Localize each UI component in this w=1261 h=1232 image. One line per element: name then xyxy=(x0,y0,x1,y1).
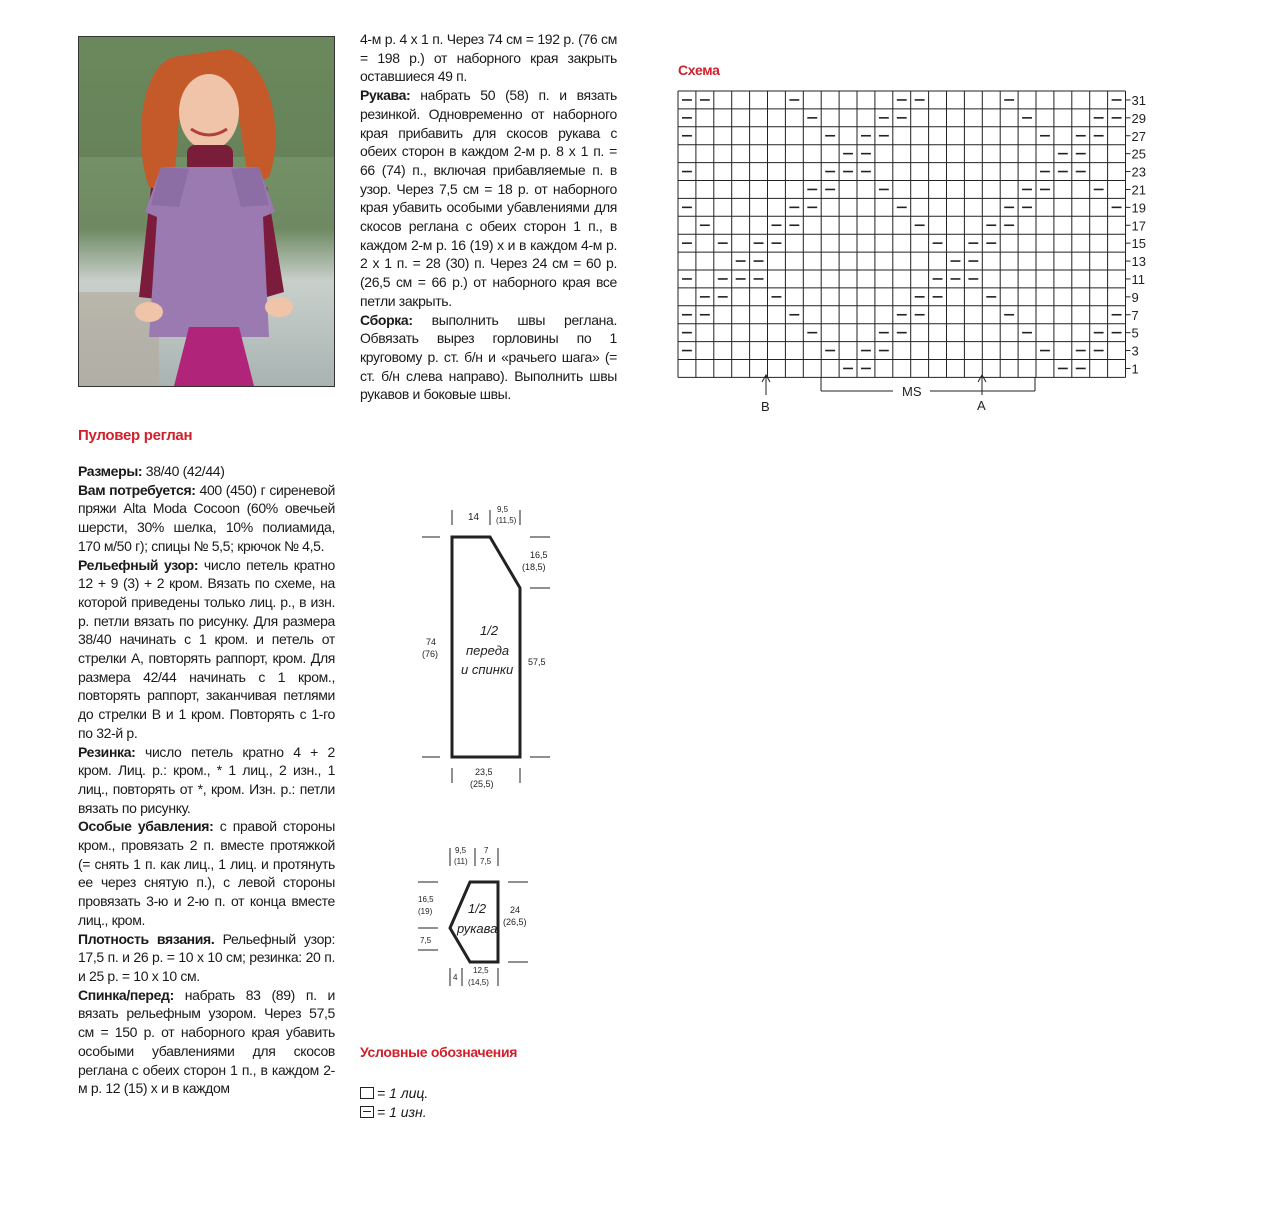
sleeve-left-top-alt: (19) xyxy=(418,907,433,916)
body-bottom: 23,5 xyxy=(475,767,493,777)
knitting-chart xyxy=(670,85,1160,420)
legend-title: Условные обозначения xyxy=(360,1044,518,1060)
sleeve-left-top: 16,5 xyxy=(418,895,434,904)
row-number: 13 xyxy=(1131,254,1146,270)
body-top-b-alt: (11,5) xyxy=(496,516,517,525)
ms-label: MS xyxy=(902,384,922,399)
sleeve-top-b-alt: 7,5 xyxy=(480,857,492,866)
chart-grid xyxy=(678,91,1126,377)
chart-annotations xyxy=(762,375,1035,395)
model-illustration xyxy=(79,37,334,386)
param-back-front-cont: 4-м р. 4 х 1 п. Через 74 см = 192 р. (76 см = 198 р.) от наборного края закрыть оставшиеся 49 п. xyxy=(360,31,617,85)
purl-square-icon xyxy=(360,1106,374,1118)
row-number: 11 xyxy=(1131,271,1145,287)
schema-title: Схема xyxy=(678,62,720,78)
body-right-top-alt: (18,5) xyxy=(522,562,546,572)
sleeve-right-alt: (26,5) xyxy=(503,917,527,927)
row-number: 7 xyxy=(1131,307,1139,323)
arrow-b-label: B xyxy=(761,399,770,414)
row-number: 3 xyxy=(1131,343,1139,359)
sleeve-label-line2: рукава xyxy=(457,921,498,936)
sleeve-schematic xyxy=(410,840,550,995)
sleeve-right: 24 xyxy=(510,905,521,915)
param-materials: Вам потребуется: 400 (450) г сиреневой пряжи Alta Moda Cocoon (60% овечьей шерсти, 30% шелка, 10% полиамида, 170 м/50 г); спицы № 5,5; крючок № 4,5. xyxy=(78,481,335,554)
body-schematic xyxy=(410,500,570,800)
row-number: 27 xyxy=(1131,128,1146,144)
param-gauge: Плотность вязания. Рельефный узор: 17,5 п. и 26 р. = 10 х 10 см; резинка: 20 п. и 25 р. = 10 х 10 см. xyxy=(78,930,335,984)
instructions-column-1 xyxy=(78,462,335,1098)
body-label-line2: переда xyxy=(466,643,510,658)
chart-row-numbers xyxy=(1126,93,1146,377)
row-number: 5 xyxy=(1131,325,1139,341)
pattern-title: Пуловер реглан xyxy=(78,427,193,444)
sleeve-top-a-alt: (11) xyxy=(454,857,468,866)
sleeve-top-a: 9,5 xyxy=(455,846,467,855)
row-number: 31 xyxy=(1131,92,1146,108)
row-number: 23 xyxy=(1131,164,1146,180)
row-number: 25 xyxy=(1131,146,1146,162)
legend xyxy=(360,1083,428,1121)
param-decreases: Особые убавления: с правой стороны кром., провязать 2 п. вместе протяжкой (= снять 1 п. как лиц., 1 лиц. и протянуть ее через снятую п.), с левой стороны провязать 3-ю и 2-ю п. от конца вместе лиц., кром. xyxy=(78,818,335,928)
param-sizes: Размеры: 38/40 (42/44) xyxy=(78,463,225,479)
legend-item-purl: = 1 изн. xyxy=(360,1102,428,1121)
row-number: 15 xyxy=(1131,236,1146,252)
sleeve-label-fraction: 1/2 xyxy=(468,901,487,916)
param-back-front: Спинка/перед: набрать 83 (89) п. и вязать рельефным узором. Через 57,5 см = 150 р. от наборного края убавить особыми убавлениями для скосов реглана с обеих сторон 1 п., в каждом 2-м р. 12 (15) х и в каждом xyxy=(78,986,335,1097)
row-number: 17 xyxy=(1131,218,1146,234)
model-photo xyxy=(78,36,335,387)
body-label-fraction: 1/2 xyxy=(480,623,499,638)
row-number: 29 xyxy=(1131,110,1146,126)
sleeve-left-bottom: 7,5 xyxy=(420,936,432,945)
param-sleeves: Рукава: набрать 50 (58) п. и вязать резинкой. Одновременно от наборного края прибавить для скосов рукава с обеих сторон в каждом 2-м р. 8 х 1 п. = 66 (74) п., включая прибавляемые п. в узор. Через 7,5 см = 18 р. от наборного края убавить особыми убавлениями для скосов реглана с обеих сторон 1 п., в каждом 2-м р. 16 (19) х и в каждом 4-м р. 2 х 1 п. = 28 (30) п. Через 24 см = 60 р. (26,5 см = 66 р.) от наборного края все петли закрыть. xyxy=(360,87,617,309)
body-top-b: 9,5 xyxy=(497,505,509,514)
param-relief-pattern: Рельефный узор: число петель кратно 12 + 9 (3) + 2 кром. Вязать по схеме, на которой приведены только лиц. р., в изн. р. петли вязать по рисунку. Для размера 38/40 начинать с 1 кром. и петель от стрелки А, повторять раппорт, кром. Для размера 42/44 начинать с 1 кром., повторять раппорт, заканчивая петлями до стрелки В и 1 кром. Повторять с 1-го по 32-й р. xyxy=(78,556,335,741)
row-number: 19 xyxy=(1131,200,1146,216)
arrow-a-label: A xyxy=(977,398,986,413)
sleeve-bottom-b-alt: (14,5) xyxy=(468,978,489,987)
param-assembly: Сборка: выполнить швы реглана. Обвязать вырез горловины по 1 круговому р. ст. б/н и «рачьего шага» (= ст. б/н слева направо). Выполнить швы рукавов и боковые швы. xyxy=(360,311,617,403)
legend-item-knit: = 1 лиц. xyxy=(360,1083,428,1102)
row-number: 21 xyxy=(1131,182,1146,198)
knit-square-icon xyxy=(360,1087,374,1099)
param-rib: Резинка: число петель кратно 4 + 2 кром. Лиц. р.: кром., * 1 лиц., 2 изн., 1 лиц., повторять от *, кром. Изн. р.: петли вязать по рисунку. xyxy=(78,743,335,816)
instructions-column-2 xyxy=(360,30,617,404)
row-number: 1 xyxy=(1131,361,1139,377)
sleeve-bottom-b: 12,5 xyxy=(473,966,489,975)
body-right-top: 16,5 xyxy=(530,550,548,560)
sleeve-bottom-a: 4 xyxy=(453,973,458,982)
body-left: 74 xyxy=(426,637,437,647)
sleeve-top-b: 7 xyxy=(484,846,489,855)
body-label-line3: и спинки xyxy=(461,662,514,677)
row-number: 9 xyxy=(1131,289,1139,305)
body-bottom-alt: (25,5) xyxy=(470,779,494,789)
body-right: 57,5 xyxy=(528,657,546,667)
body-left-alt: (76) xyxy=(422,649,439,659)
body-top-a: 14 xyxy=(468,512,480,523)
